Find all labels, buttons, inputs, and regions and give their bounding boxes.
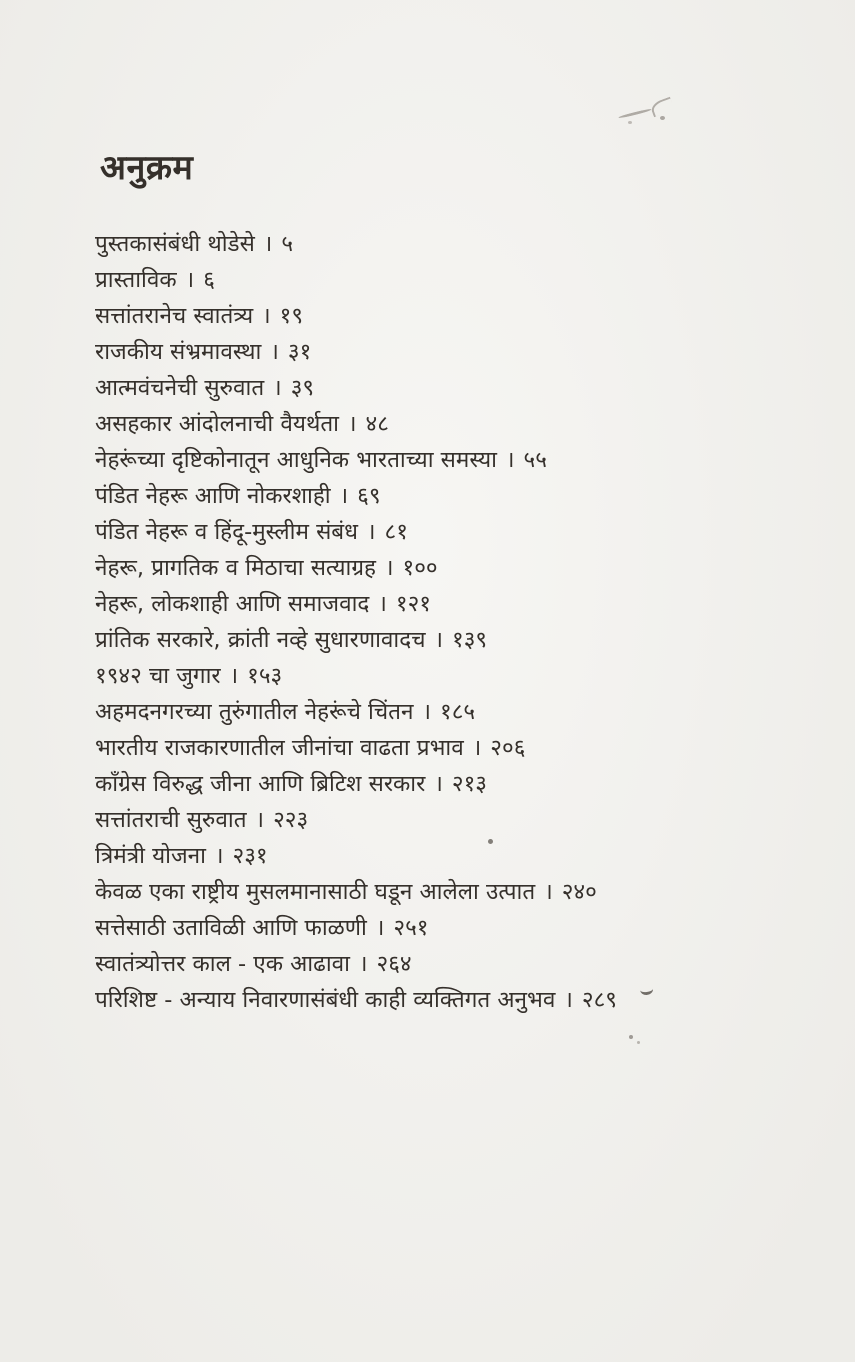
- toc-entry-page: १२१: [395, 591, 431, 617]
- toc-entry: [95, 550, 815, 586]
- toc-entry-title: नेहरूंच्या दृष्टिकोनातून आधुनिक भारताच्या समस्या: [95, 447, 497, 473]
- toc-entry: [95, 226, 815, 262]
- toc-entry-title: १९४२ चा जुगार: [95, 663, 221, 689]
- toc-entry-page: २३१: [232, 843, 268, 869]
- toc-entry: [95, 766, 815, 802]
- toc-entry-title: आत्मवंचनेची सुरुवात: [95, 375, 265, 401]
- toc-entry: [95, 802, 815, 838]
- toc-entry-title: असहकार आंदोलनाची वैयर्थता: [95, 411, 340, 437]
- toc-entry-title: केवळ एका राष्ट्रीय मुसलमानासाठी घडून आलेला उत्पात: [95, 879, 536, 905]
- toc-entry: [95, 946, 815, 982]
- toc-entry-page: ८१: [384, 519, 408, 545]
- toc-entry: [95, 370, 815, 406]
- toc-separator: ।: [270, 339, 279, 365]
- toc-entry: [95, 478, 815, 514]
- toc-entry-page: २८९: [581, 987, 618, 1013]
- toc-entry-page: ५५: [523, 447, 547, 473]
- toc-entry: [95, 694, 815, 730]
- toc-entry-title: प्रांतिक सरकारे, क्रांती नव्हे सुधारणावादच: [95, 627, 426, 653]
- toc-entry: [95, 442, 815, 478]
- toc-entry: [95, 406, 815, 442]
- toc-entry: [95, 874, 815, 910]
- toc-entry: [95, 658, 815, 694]
- toc-entry-page: २४०: [561, 879, 597, 905]
- toc-separator: ।: [384, 555, 394, 581]
- toc-separator: ।: [273, 375, 282, 401]
- toc-entry-title: सत्तेसाठी उताविळी आणि फाळणी: [95, 915, 367, 941]
- toc-entry: [95, 586, 815, 622]
- toc-separator: ।: [564, 987, 573, 1013]
- ink-smudge-speck: [628, 121, 632, 124]
- toc-entry-page: ६९: [357, 483, 381, 509]
- toc-entry-page: ३९: [290, 375, 315, 401]
- toc-entry-title: राजकीय संभ्रमावस्था: [95, 339, 262, 365]
- toc-entry: [95, 982, 815, 1018]
- toc-entry-title: नेहरू, प्रागतिक व मिठाचा सत्याग्रह: [95, 555, 376, 581]
- toc-entry-page: २५१: [393, 915, 429, 941]
- toc-separator: ।: [358, 951, 368, 977]
- toc-entry-title: प्रास्ताविक: [95, 267, 177, 293]
- ink-smudge-speck: [660, 116, 665, 120]
- toc-entry: [95, 910, 815, 946]
- toc-entry-title: पुस्तकासंबंधी थोडेसे: [95, 231, 255, 257]
- toc-separator: ।: [229, 663, 239, 689]
- toc-entry-page: १००: [402, 555, 438, 581]
- toc-entry-page: ५: [281, 231, 294, 257]
- toc-entry: [95, 262, 815, 298]
- toc-entry: [95, 838, 815, 874]
- toc-entry-title: पंडित नेहरू व हिंदू-मुस्लीम संबंध: [95, 519, 358, 545]
- toc-entry: [95, 298, 815, 334]
- toc-entry-page: ३१: [287, 339, 312, 365]
- toc-entry-title: नेहरू, लोकशाही आणि समाजवाद: [95, 591, 370, 617]
- toc-entry-page: २६४: [376, 951, 412, 977]
- toc-separator: ।: [262, 303, 271, 329]
- toc-entry-title: त्रिमंत्री योजना: [95, 843, 206, 869]
- toc-entry-title: भारतीय राजकारणातील जीनांचा वाढता प्रभाव: [95, 735, 464, 761]
- toc-separator: ।: [434, 771, 443, 797]
- toc-separator: ।: [472, 735, 482, 761]
- toc-separator: ।: [185, 267, 195, 293]
- toc-entry: [95, 730, 815, 766]
- toc-separator: ।: [339, 483, 349, 509]
- toc-entry: [95, 622, 815, 658]
- toc-separator: ।: [378, 591, 387, 617]
- toc-separator: ।: [367, 519, 376, 545]
- toc-entry-title: सत्तांतराची सुरुवात: [95, 807, 247, 833]
- toc-entry-page: १८५: [440, 699, 476, 725]
- toc-entry-page: ४८: [365, 411, 389, 437]
- toc-entry-page: ६: [203, 267, 215, 293]
- ink-speck: [637, 1041, 640, 1044]
- toc-entry-page: २२३: [273, 807, 309, 833]
- toc-separator: ।: [255, 807, 265, 833]
- toc-entry-title: अहमदनगरच्या तुरुंगातील नेहरूंचे चिंतन: [95, 699, 414, 725]
- toc-entry-title: स्वातंत्र्योत्तर काल - एक आढावा: [95, 951, 350, 977]
- toc-separator: ।: [215, 843, 224, 869]
- toc-separator: ।: [375, 915, 385, 941]
- toc-entry-page: १३९: [452, 627, 488, 653]
- toc-entry-page: २०६: [490, 735, 526, 761]
- toc-entry-page: १५३: [247, 663, 283, 689]
- toc-separator: ।: [422, 699, 431, 725]
- toc-separator: ।: [544, 879, 553, 905]
- toc-entry-title: परिशिष्ट - अन्याय निवारणासंबंधी काही व्यक्तिगत अनुभव: [95, 987, 556, 1013]
- toc-list: [95, 226, 815, 1018]
- page-title: अनुक्रम: [100, 147, 194, 188]
- toc-separator: ।: [434, 627, 444, 653]
- toc-entry-title: सत्तांतरानेच स्वातंत्र्य: [95, 303, 254, 329]
- ink-speck: [629, 1035, 633, 1039]
- toc-separator: ।: [505, 447, 515, 473]
- toc-separator: ।: [348, 411, 357, 437]
- toc-entry-title: पंडित नेहरू आणि नोकरशाही: [95, 483, 331, 509]
- toc-separator: ।: [263, 231, 273, 257]
- ink-smudge-stroke: [649, 97, 674, 118]
- toc-entry: [95, 334, 815, 370]
- toc-entry: [95, 514, 815, 550]
- toc-entry-page: १९: [279, 303, 304, 329]
- toc-entry-title: काँग्रेस विरुद्ध जीना आणि ब्रिटिश सरकार: [95, 771, 426, 797]
- ink-smudge-stroke: [618, 108, 652, 119]
- toc-entry-page: २१३: [451, 771, 487, 797]
